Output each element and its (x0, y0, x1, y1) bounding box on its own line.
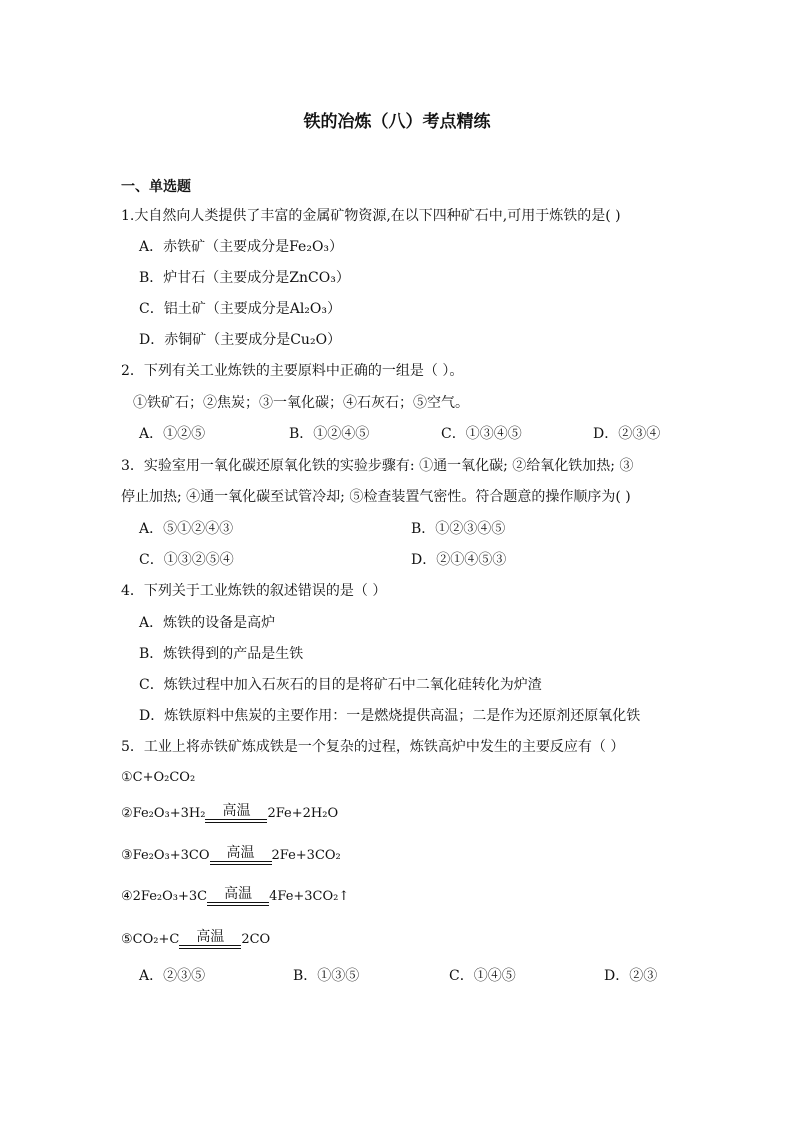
q2-option-d: D．②③④ (593, 426, 661, 442)
q4-option-d: D．炼铁原料中焦炭的主要作用：一是燃烧提供高温；二是作为还原剂还原氧化铁 (139, 708, 641, 724)
q3-option-a: A．⑤①②④③ (139, 521, 234, 537)
q5-option-a: A．②③⑤ (139, 968, 206, 984)
q4-option-a: A．炼铁的设备是高炉 (139, 615, 276, 631)
reaction-1 (121, 769, 195, 787)
question-4-stem: 4．下列关于工业炼铁的叙述错误的是（ ） (121, 583, 387, 599)
question-3-stem-line2: 停止加热; ④通一氧化碳至试管冷却; ⑤检查装置气密性。符合题意的操作顺序为( ) (121, 489, 631, 505)
q3-option-b: B．①②③④⑤ (411, 521, 506, 537)
question-1-stem: 1.大自然向人类提供了丰富的金属矿物资源,在以下四种矿石中,可用于炼铁的是( ) (121, 208, 621, 224)
reaction-3-reactants: ③Fe₂O₃+3CO (121, 848, 210, 863)
q2-option-c: C．①③④⑤ (441, 426, 522, 442)
reaction-5-products: 2CO (241, 932, 271, 947)
reaction-4-products: 4Fe+3CO₂↑ (269, 889, 350, 904)
reaction-5-reactants: ⑤CO₂+C (121, 932, 180, 947)
condition-label: 高温 (226, 845, 255, 861)
q2-option-a: A．①②⑤ (139, 426, 206, 442)
condition-label: 高温 (224, 886, 253, 902)
question-2-stem: 2．下列有关工业炼铁的主要原料中正确的一组是（ ）。 (121, 363, 464, 379)
q3-option-d: D．②①④⑤③ (411, 552, 507, 568)
q1-option-a: A．赤铁矿（主要成分是Fe₂O₃） (139, 239, 344, 255)
reaction-2-reactants: ②Fe₂O₃+3H₂ (121, 806, 206, 821)
q5-option-d: D．②③ (604, 968, 658, 984)
q2-option-b: B．①②④⑤ (289, 426, 370, 442)
reaction-condition (205, 803, 267, 823)
q5-option-b: B．①③⑤ (293, 968, 360, 984)
reaction-condition (179, 929, 241, 949)
q1-option-b: B．炉甘石（主要成分是ZnCO₃） (139, 270, 350, 286)
reaction-5 (121, 929, 270, 949)
reaction-1-text: ①C+O₂CO₂ (121, 770, 196, 785)
q1-option-c: C．铝土矿（主要成分是Al₂O₃） (139, 301, 342, 317)
section-heading: 一、单选题 (121, 179, 191, 195)
q4-option-b: B．炼铁得到的产品是生铁 (139, 646, 304, 662)
q5-option-c: C．①④⑤ (449, 968, 516, 984)
question-3-stem-line1: 3．实验室用一氧化碳还原氧化铁的实验步骤有: ①通一氧化碳; ②给氧化铁加热; ③ (121, 458, 634, 474)
reaction-2-products: 2Fe+2H₂O (267, 806, 339, 821)
reaction-3-products: 2Fe+3CO₂ (271, 848, 341, 863)
q4-option-c: C．炼铁过程中加入石灰石的目的是将矿石中二氧化硅转化为炉渣 (139, 677, 542, 693)
question-2-items: ①铁矿石；②焦炭；③一氧化碳；④石灰石；⑤空气。 (133, 395, 469, 411)
condition-label: 高温 (196, 929, 225, 945)
reaction-4 (121, 886, 349, 906)
question-5-stem: 5．工业上将赤铁矿炼成铁是一个复杂的过程，炼铁高炉中发生的主要反应有（ ） (121, 739, 625, 755)
page-title: 铁的冶炼（八）考点精练 (303, 112, 491, 132)
condition-label: 高温 (222, 803, 251, 819)
q3-option-c: C．①③②⑤④ (139, 552, 234, 568)
reaction-4-reactants: ④2Fe₂O₃+3C (121, 889, 208, 904)
reaction-condition (207, 886, 269, 906)
reaction-3 (121, 845, 341, 865)
reaction-2 (121, 803, 338, 823)
q1-option-d: D．赤铜矿（主要成分是Cu₂O） (139, 332, 342, 348)
reaction-condition (210, 845, 272, 865)
